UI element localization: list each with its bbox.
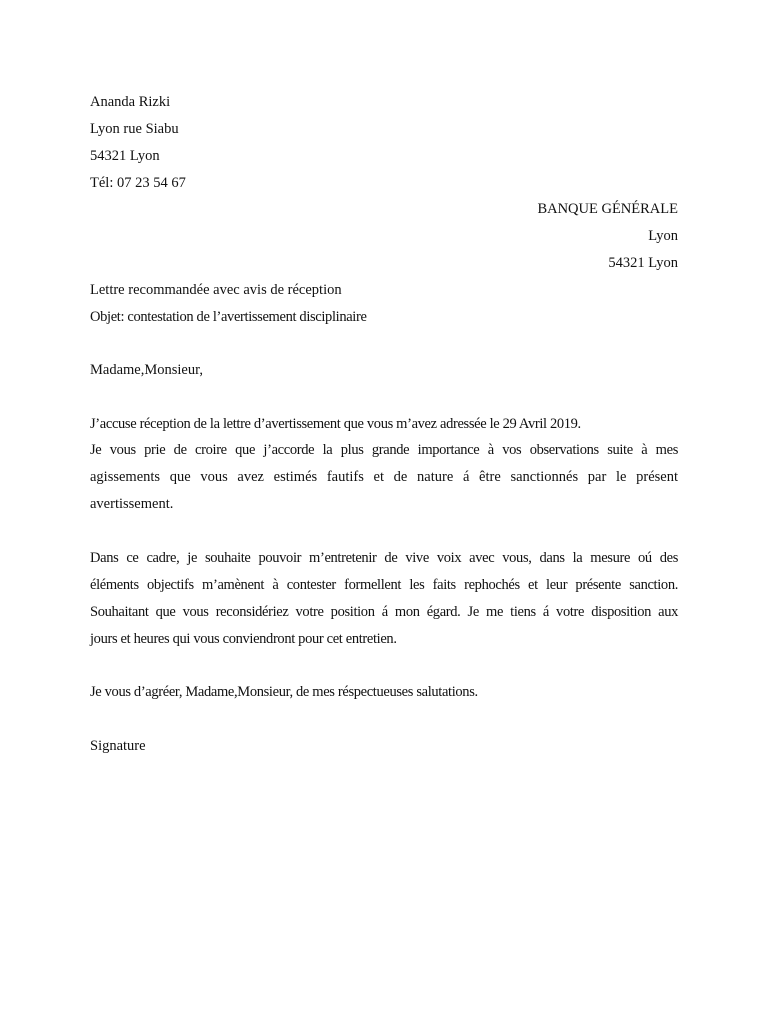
paragraph1-line: agissements que vous avez estimés fautifs et de nature á être sanctionnés par le présent — [90, 469, 678, 485]
salutation: Madame,Monsieur, — [90, 362, 203, 378]
recipient-name: BANQUE GÉNÉRALE — [537, 201, 678, 217]
paragraph1-line: Je vous prie de croire que j’accorde la plus grande importance à vos observations suite à mes — [90, 442, 678, 458]
sender-name: Ananda Rizki — [90, 94, 171, 110]
sender-street: Lyon rue Siabu — [90, 121, 179, 137]
recipient-postal-city: 54321 Lyon — [608, 255, 678, 271]
closing-line: Je vous d’agréer, Madame,Monsieur, de mes réspectueuses salutations. — [90, 684, 478, 700]
paragraph2-line: éléments objectifs m’amènent à contester formellent les faits rephochés et leur présente sanction. — [90, 577, 678, 593]
subject-line: Objet: contestation de l’avertissement disciplinaire — [90, 309, 367, 325]
sender-phone: Tél: 07 23 54 67 — [90, 175, 186, 191]
sender-postal-city: 54321 Lyon — [90, 148, 160, 164]
mailing-note: Lettre recommandée avec avis de réception — [90, 282, 342, 298]
paragraph2-line: Souhaitant que vous reconsidériez votre position á mon égard. Je me tiens á votre disposition aux — [90, 604, 678, 620]
recipient-city: Lyon — [648, 228, 678, 244]
signature-label: Signature — [90, 738, 146, 754]
paragraph1-line: avertissement. — [90, 496, 174, 512]
paragraph2-line: Dans ce cadre, je souhaite pouvoir m’entretenir de vive voix avec vous, dans la mesure oú des — [90, 550, 678, 566]
paragraph2-line: jours et heures qui vous conviendront pour cet entretien. — [90, 631, 397, 647]
paragraph1-line: J’accuse réception de la lettre d’avertissement que vous m’avez adressée le 29 Avril 2019. — [90, 416, 581, 432]
